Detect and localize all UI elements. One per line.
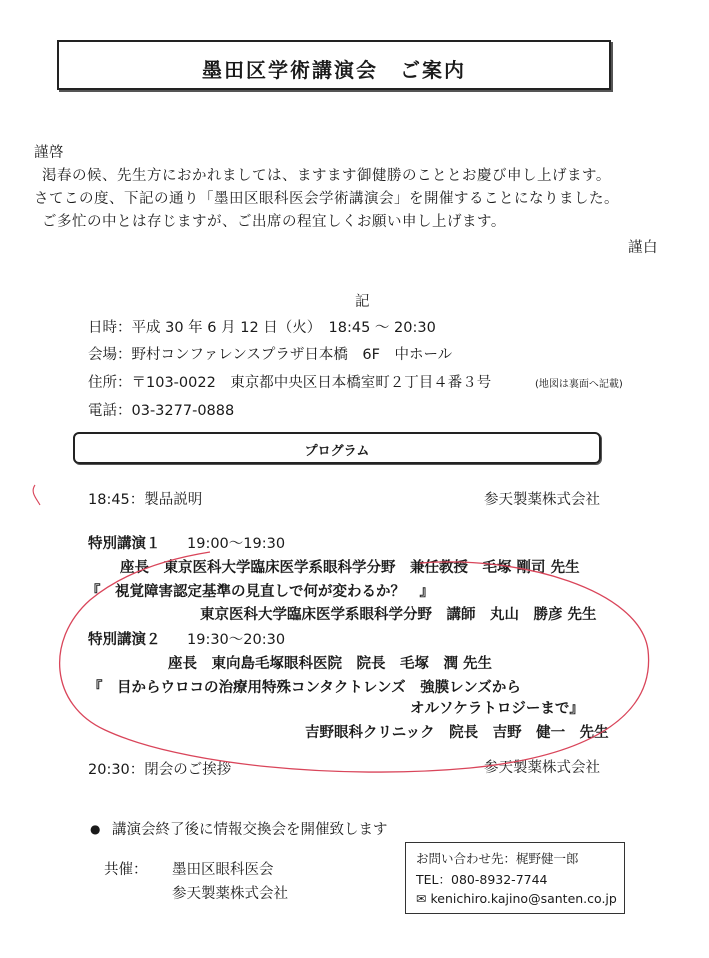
event-phone: 電話：03-3277-0888 xyxy=(88,403,235,419)
letter-line-2: さてこの度、下記の通り「墨田区眼科医会学術講演会」を開催することになりました。 xyxy=(34,191,619,207)
program-header-box xyxy=(73,432,601,464)
address-note: (地図は裏面へ記載) xyxy=(535,379,623,390)
special-lecture-2-speaker: 吉野眼科クリニック 院長 吉野 健一 先生 xyxy=(305,725,609,741)
special-lecture-2-label: 特別講演２ xyxy=(88,632,161,648)
title-box xyxy=(57,40,611,90)
contact-email-row xyxy=(416,891,617,906)
special-lecture-1-title: 『 視覚障害認定基準の見直しで何が変わるか？ 』 xyxy=(86,584,434,600)
notice-text: 講演会終了後に情報交換会を開催致します xyxy=(112,822,388,838)
special-lecture-1-time: 19:00～19:30 xyxy=(187,536,286,552)
special-lecture-2-time: 19:30～20:30 xyxy=(187,632,286,648)
contact-box xyxy=(405,842,625,914)
special-lecture-1-speaker: 東京医科大学臨床医学系眼科学分野 講師 丸山 勝彦 先生 xyxy=(200,607,597,623)
contact-email: kenichiro.kajino@santen.co.jp xyxy=(430,891,617,906)
special-lecture-2-chair: 座長 東向島毛塚眼科医院 院長 毛塚 潤 先生 xyxy=(168,656,493,672)
cosponsor-org-1: 墨田区眼科医会 xyxy=(172,862,274,878)
program-item-closing-org: 参天製薬株式会社 xyxy=(484,760,600,776)
special-lecture-1-chair: 座長 東京医科大学臨床医学系眼科学分野 兼任教授 毛塚 剛司 先生 xyxy=(120,560,580,576)
special-lecture-2-title-line-2: オルソケラトロジーまで』 xyxy=(410,701,584,717)
mail-icon: ✉ xyxy=(416,891,427,906)
letter-line-3: ご多忙の中とは存じますが、ご出席の程宜しくお願い申し上げます。 xyxy=(42,214,506,230)
special-lecture-2-title-line-1: 『 目からウロコの治療用特殊コンタクトレンズ 強膜レンズから xyxy=(88,680,521,696)
ki-heading: 記 xyxy=(355,294,370,310)
program-item-closing: 20:30：閉会のご挨拶 xyxy=(88,762,232,778)
contact-heading: お問い合わせ先：梶野健一郎 xyxy=(416,851,579,866)
document-title: 墨田区学術講演会 ご案内 xyxy=(202,58,466,82)
contact-phone: TEL：080-8932-7744 xyxy=(416,872,548,887)
program-item-product: 18:45：製品説明 xyxy=(88,492,203,508)
special-lecture-1-label: 特別講演１ xyxy=(88,536,161,552)
program-item-product-org: 参天製薬株式会社 xyxy=(484,492,600,508)
program-heading: プログラム xyxy=(304,444,370,459)
bullet-icon: ● xyxy=(90,822,101,836)
event-address: 住所：〒103-0022 東京都中央区日本橋室町２丁目４番３号 xyxy=(88,375,492,391)
opening-salutation: 謹啓 xyxy=(34,145,64,161)
event-venue: 会場：野村コンファレンスプラザ日本橋 6F 中ホール xyxy=(88,347,453,363)
letter-line-1: 渇春の候、先生方におかれましては、ますます御健勝のこととお慶び申し上げます。 xyxy=(42,168,611,184)
red-pen-mark xyxy=(33,485,40,505)
closing-salutation: 謹白 xyxy=(628,240,658,256)
event-date: 日時：平成 30 年 6 月 12 日（火） 18:45 ～ 20:30 xyxy=(88,320,436,336)
cosponsor-label: 共催： xyxy=(104,862,148,878)
cosponsor-org-2: 参天製薬株式会社 xyxy=(172,886,288,902)
